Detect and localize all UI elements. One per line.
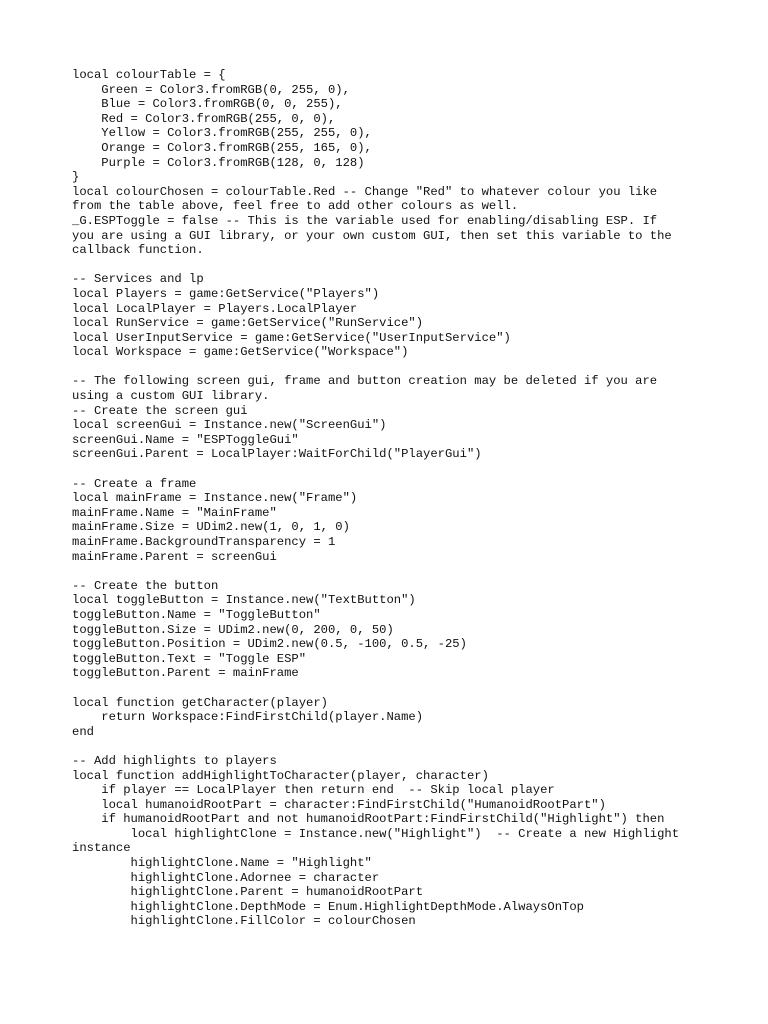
code-line: return Workspace:FindFirstChild(player.Name) (72, 710, 424, 725)
code-line: -- Create the screen gui (72, 403, 248, 418)
code-line: instance (72, 841, 131, 856)
code-line: local colourChosen = colourTable.Red -- Change "Red" to whatever colour you like (72, 184, 658, 199)
blank-line (72, 462, 712, 477)
blank-line (72, 360, 712, 375)
code-line: _G.ESPToggle = false -- This is the variable used for enabling/disabling ESP. If (72, 213, 658, 228)
code-line: screenGui.Parent = LocalPlayer:WaitForChild("PlayerGui") (72, 447, 482, 462)
code-line: local humanoidRootPart = character:FindFirstChild("HumanoidRootPart") (72, 797, 606, 812)
code-document (72, 68, 712, 929)
code-line: local mainFrame = Instance.new("Frame") (72, 491, 358, 506)
code-line: } (72, 170, 80, 185)
code-line: Red = Color3.fromRGB(255, 0, 0), (72, 111, 336, 126)
blank-line (72, 564, 712, 579)
code-line: toggleButton.Size = UDim2.new(0, 200, 0, 50) (72, 622, 394, 637)
blank-line (72, 739, 712, 754)
code-line: local function addHighlightToCharacter(player, character) (72, 768, 489, 783)
code-line: if humanoidRootPart and not humanoidRootPart:FindFirstChild("Highlight") then (72, 812, 665, 827)
code-line: Green = Color3.fromRGB(0, 255, 0), (72, 82, 350, 97)
code-line: mainFrame.Size = UDim2.new(1, 0, 1, 0) (72, 520, 350, 535)
code-line: local UserInputService = game:GetService("UserInputService") (72, 330, 511, 345)
code-line: highlightClone.DepthMode = Enum.HighlightDepthMode.AlwaysOnTop (72, 899, 584, 914)
code-line: -- Add highlights to players (72, 753, 277, 768)
code-line: screenGui.Name = "ESPToggleGui" (72, 432, 299, 447)
code-line: end (72, 724, 94, 739)
blank-line (72, 258, 712, 273)
code-line: highlightClone.Name = "Highlight" (72, 856, 372, 871)
code-line: toggleButton.Parent = mainFrame (72, 666, 299, 681)
code-line: local RunService = game:GetService("RunService") (72, 316, 424, 331)
code-line: mainFrame.BackgroundTransparency = 1 (72, 535, 336, 549)
code-line: mainFrame.Parent = screenGui (72, 549, 277, 564)
code-line: local toggleButton = Instance.new("TextButton") (72, 593, 416, 608)
code-line: highlightClone.Parent = humanoidRootPart (72, 885, 424, 900)
code-line: toggleButton.Text = "Toggle ESP" (72, 651, 307, 666)
code-line: Orange = Color3.fromRGB(255, 165, 0), (72, 140, 372, 155)
code-line: Blue = Color3.fromRGB(0, 0, 255), (72, 97, 343, 112)
code-line: local highlightClone = Instance.new("Highlight") -- Create a new Highlight (72, 826, 680, 841)
code-line: -- The following screen gui, frame and button creation may be deleted if you are (72, 374, 658, 389)
code-line: Yellow = Color3.fromRGB(255, 255, 0), (72, 126, 372, 141)
code-line: toggleButton.Position = UDim2.new(0.5, -100, 0.5, -25) (72, 637, 467, 652)
code-line: local function getCharacter(player) (72, 695, 328, 710)
code-line: local screenGui = Instance.new("ScreenGui") (72, 418, 387, 433)
code-line: local colourTable = { (72, 68, 226, 82)
code-line: -- Services and lp (72, 272, 204, 287)
code-line: you are using a GUI library, or your own custom GUI, then set this variable to the (72, 228, 672, 243)
code-line: callback function. (72, 243, 204, 258)
code-line: from the table above, feel free to add other colours as well. (72, 199, 519, 214)
code-line: using a custom GUI library. (72, 389, 270, 404)
code-line: local Workspace = game:GetService("Workspace") (72, 345, 409, 360)
blank-line (72, 681, 712, 696)
code-line: -- Create a frame (72, 476, 197, 491)
code-line: local Players = game:GetService("Players") (72, 286, 380, 301)
code-line: Purple = Color3.fromRGB(128, 0, 128) (72, 155, 365, 170)
code-line: if player == LocalPlayer then return end -- Skip local player (72, 783, 555, 798)
code-line: local LocalPlayer = Players.LocalPlayer (72, 301, 358, 316)
code-line: toggleButton.Name = "ToggleButton" (72, 607, 321, 622)
code-line: highlightClone.FillColor = colourChosen (72, 914, 416, 929)
code-line: -- Create the button (72, 578, 219, 593)
code-line: mainFrame.Name = "MainFrame" (72, 505, 277, 520)
code-line: highlightClone.Adornee = character (72, 870, 380, 885)
